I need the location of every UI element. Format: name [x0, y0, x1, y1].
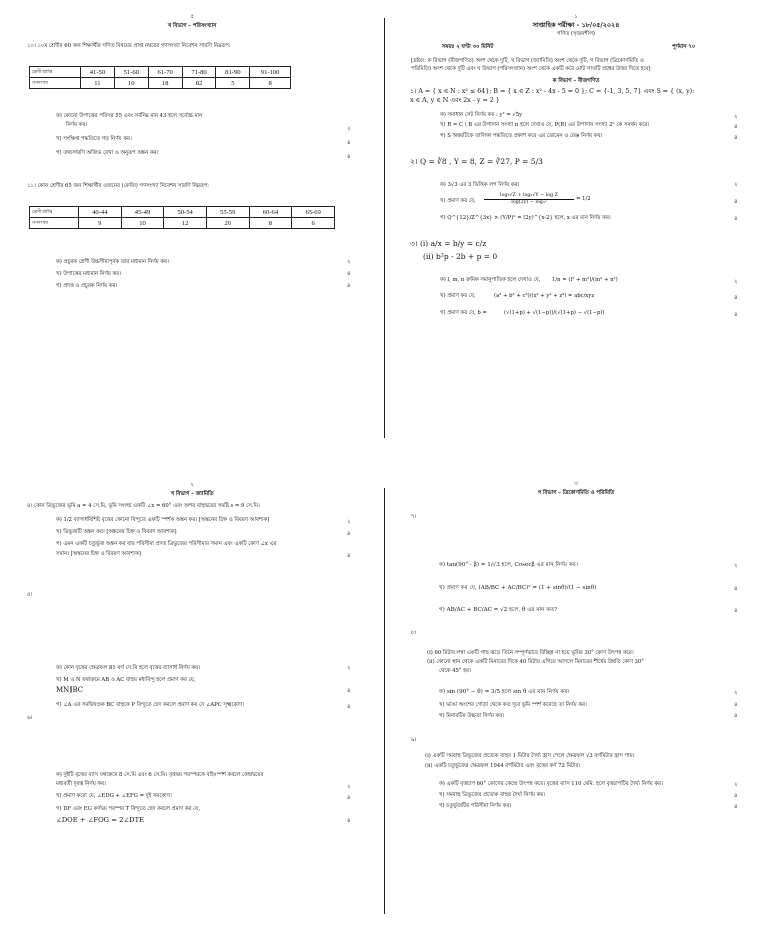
q3-condition-i: ৩। (i) a/x = b/y = c/z: [410, 239, 487, 248]
table-cell: 55-59: [206, 207, 249, 218]
q3-part-ga: গ) প্রমাণ কর যে, b =: [440, 310, 487, 316]
table-cell: 9: [79, 218, 122, 229]
exam-full-marks: পূর্ণমান ৭০: [672, 44, 696, 50]
q8-part-ga: গ) মিনারটির উচ্চতা নির্ণয় কর।: [439, 713, 505, 719]
fraction-denominator: log(2y) − log₃²: [511, 200, 547, 205]
marks: ৪: [347, 818, 351, 824]
q8-part-kha: খ) ভাঙা অংশের গোড়া থেকে কত দূরে ভূমি স্পর্শ করেছে তা নির্ণয় কর।: [439, 702, 587, 708]
q9-condition-i: (i) একটি সমবাহু ত্রিভুজের প্রত্যেক বাহুর 1 মিটার দৈর্ঘ্য হ্রাস পেলে ক্ষেত্রফল √3 বর্গমিটার হ্রাস পায়।: [425, 753, 635, 759]
q5-part-ga: গ) ∠A এর সমদ্বিখণ্ডক BC বাহুকে P বিন্দুতে ছেদ করলে প্রমাণ কর যে ∠APC সূক্ষ্মকোণ।: [56, 702, 244, 708]
marks: ২: [347, 784, 351, 790]
table-cell: 12: [164, 218, 207, 229]
q9-part-ka: ক) একটি বৃত্তচাপ 60° কোণের কেন্দ্রে উৎপন্ন করে। বৃত্তের ব্যাস 110 মেমি. হলে বৃত্তচাপটির দৈর্ঘ্য নির্ণয় কর।: [439, 781, 663, 787]
table-cell: 51-60: [114, 67, 148, 78]
exam-time: সময়ঃ ২ ঘণ্টা ৩০ মিনিট: [442, 44, 494, 50]
q11-part-ka: ক) প্রচুরক শ্রেণী উচ্চসীমাপূর্বক তার মধ্যমান নির্ণয় কর।: [56, 259, 169, 265]
q9-condition-ii: (ii) একটি চতুর্ভুজের ক্ষেত্রফল 1944 বর্গমিটার এবং বৃত্তের কর্ণ 72 মিটার।: [425, 763, 581, 769]
q4-part-kha: খ) ত্রিভুজটি অঙ্কন কর। [অঙ্কনের চিহ্ন ও বিবরণ আবশ্যক]: [56, 529, 177, 535]
page-statistics: [0, 0, 384, 466]
question-6-label: ৬।: [27, 715, 33, 721]
table-cell: 6: [292, 218, 335, 229]
q5-part-kha-cont: MN∥BC: [56, 686, 84, 694]
table-row: [30, 78, 291, 89]
marks: ৪: [734, 295, 738, 301]
marks: ২: [734, 182, 738, 188]
q4-part-ka: ক) 1/2 ব্যাসার্ধবিশিষ্ট বৃত্তের কোনো বিন্দুতে একটি স্পর্শক অঙ্কন কর। [অঙ্কনের চিহ্ন ও বিবরণ আবশ্যক]: [56, 517, 270, 523]
q6-part-kha: খ) প্রমাণ করো যে, ∠EDG + ∠EFG = দুই সমকোণ।: [56, 793, 172, 799]
table-row-head: শ্রেণী ব্যাপ্তি: [30, 207, 79, 218]
marks: ২: [734, 782, 738, 788]
table-row-head: গণসংখ্যা: [30, 78, 81, 89]
q3-part-kha: খ) প্রমাণ কর যে,: [440, 293, 476, 299]
q2-part-ka: ক) 3√3 এর 3 ভিত্তিক লগ নির্ণয় কর।: [440, 182, 520, 188]
marks: ৪: [734, 135, 738, 141]
q11-part-ga: গ) প্রদত্ত ও প্রচুরক নির্ণয় কর।: [56, 283, 118, 289]
marks: ২: [734, 279, 738, 285]
section-heading: গ বিভাগ – ত্রিকোণমিতি ও পরিমিতি: [537, 490, 615, 496]
table-cell: 10: [121, 218, 164, 229]
marks: ৪: [347, 271, 351, 277]
page-number: ৫: [190, 14, 194, 20]
marks: ২: [347, 126, 351, 132]
q8-condition-ii-cont: থেকে 45° হয়।: [439, 668, 471, 674]
table-cell: 20: [206, 218, 249, 229]
table-cell: 11: [81, 78, 115, 89]
table-cell: 40-44: [79, 207, 122, 218]
marks: ২: [347, 259, 351, 265]
question-4-intro: ৪। কোন ত্রিভুজের ভূমি a = 4 সে.মি, ভূমি সংলগ্ন একটি ∠x = 60° এবং অপর বাহুদ্বয়ের সমষ্টি s = 9 সে.মি।: [27, 503, 260, 509]
section-heading: ক বিভাগ – বীজগণিত: [552, 78, 600, 84]
frequency-table-1: [29, 66, 291, 89]
fraction-expression: (√(1+p) + √(1−p))/(√(1+p) − √(1−p)): [504, 310, 605, 316]
table-cell: 50-54: [164, 207, 207, 218]
q7-part-ka: ক) tan(90° - β) = 1/√3 হলে, Cosecβ এর মান নির্ণয় কর।: [439, 562, 578, 568]
q6-part-ga: গ) DF এবং EG কর্ণদ্বয় পরস্পর T বিন্দুতে ছেদ করলে প্রমাণ কর যে,: [56, 806, 201, 812]
q5-part-ka: ক) কোন বৃত্তের ক্ষেত্রফল 81 বর্গ সে.মি হলে বৃত্তের ব্যাসার্ধ নির্ণয় কর।: [56, 665, 200, 671]
marks: ২: [734, 690, 738, 696]
table-cell: 8: [249, 218, 292, 229]
marks: ৪: [734, 312, 738, 318]
table-cell: 81-90: [216, 67, 250, 78]
q9-part-kha: খ) সমবাহু ত্রিভুজের প্রত্যেক বাহুর দৈর্ঘ্য নির্ণয় কর।: [439, 792, 546, 798]
marks: ৪: [347, 531, 351, 537]
section-heading: খ বিভাগ – জ্যামিতি: [170, 491, 214, 497]
marks: ৪: [734, 608, 738, 614]
q1-sets-line-1: ১। A = { x ∊ N : x² ≤ 64}; B = { x ∊ Z : x² - 4x - 5 = 0 }; C = {-1, 3, 5, 7} এবং S = { (x, y):: [410, 88, 695, 95]
marks: ৪: [734, 124, 738, 130]
page-trigonometry: [384, 466, 768, 932]
table-cell: 71-80: [182, 67, 216, 78]
q3-part-ka: ক) l, m, n ক্রমিক সমানুপাতিক হলে দেখাও যে,: [440, 277, 541, 283]
frequency-table-2: [29, 206, 335, 229]
marks: ৪: [734, 586, 738, 592]
q10-part-ga: গ) তথ্যসারণি অজিভ রেখা ও অনুরূপ অঙ্কন কর।: [56, 150, 159, 156]
q8-condition-i: (i) 60 মিটার লম্বা একটি গাছ ঝড়ে তিনে সম্পূর্ণভাবে বিচ্ছিন্ন না হয়ে ভূমির 30° কোণ উৎপন্ন করে।: [427, 650, 634, 656]
page-algebra: [384, 0, 768, 466]
q7-part-kha: খ) প্রমাণ কর যে, (AB/BC + AC/BC)² = (1 + sinθ)/(1 − sinθ): [439, 585, 597, 591]
marks: ৪: [347, 553, 351, 559]
fraction-numerator: log₃√Z + log₃√Y − log Z: [484, 193, 574, 200]
q4-part-ga: গ) এমন একটি চতুর্ভুজ অঙ্কন কর যার পরিসীমা প্রদত্ত ত্রিভুজের পরিসীমার সমান এবং একটি কোণ ∠x এর: [56, 541, 277, 547]
question-7-label: ৭।: [411, 514, 417, 520]
q4-part-ga-cont: সমান। [অঙ্কনের চিহ্ন ও বিবরণ আবশ্যক]: [56, 551, 141, 557]
table-row: [30, 218, 335, 229]
table-row: [30, 207, 335, 218]
marks: ৪: [734, 702, 738, 708]
instructions-line-1: [দ্রষ্টব্য: ক বিভাগ (বীজগণিত) অংশ থেকে দুটি, খ বিভাগ (জ্যামিতি) অংশ থেকে দুটি, গ বিভাগ (ত্রিকোণমিতি ও: [411, 58, 644, 64]
q7-part-ga: গ) AB/AC + BC/AC = √2 হলে, θ এর মান কত?: [439, 607, 558, 613]
question-10-intro: ১০। ১০ম শ্রেণীর 60 জন শিক্ষার্থীর গণিত বিষয়ের প্রাপ্ত নম্বরের গণসংখ্যা নিবেশন সারণি নিম্নরূপ:: [27, 43, 231, 49]
fraction-expression: (a³ + b³ + c³)/(x³ + y³ + z³) = abc/xyz: [494, 293, 595, 299]
marks: ৪: [734, 713, 738, 719]
q6-part-ga-cont: ∠DOE + ∠FOG = 2∠DTE: [56, 816, 145, 824]
table-cell: 45-49: [121, 207, 164, 218]
q3-condition-ii: (ii) b²p - 2b + p = 0: [423, 252, 498, 261]
question-9-label: ৯।: [411, 737, 417, 743]
marks: ২: [347, 665, 351, 671]
marks: ৪: [347, 704, 351, 710]
marks: ২: [734, 563, 738, 569]
table-cell: 10: [114, 78, 148, 89]
page-number: ২: [190, 482, 194, 488]
q5-part-kha: খ) M ও N যথাক্রমে AB ও AC বাহুর মধ্যবিন্দু হলে প্রমাণ কর যে,: [56, 677, 196, 683]
marks: ৪: [734, 199, 738, 205]
table-cell: 61-70: [148, 67, 182, 78]
table-cell: 18: [148, 78, 182, 89]
fraction-expression: 1/n = (l² + m²)/(m² + n²): [552, 277, 618, 283]
marks: ২: [347, 519, 351, 525]
q10-part-kha: খ) সংক্ষিপ্ত পদ্ধতিতে গড় নির্ণয় কর।: [56, 136, 132, 142]
table-row: [30, 67, 291, 78]
q10-part-ka: ক) কোনো উপাত্তের পরিসর 55 এবং সর্বনিম্ন মান 43 হলে সর্বোচ্চ মান: [56, 113, 203, 119]
exam-title: সাপ্তাহিক পরীক্ষা - ১৮/০৫/২০২৪: [532, 21, 620, 29]
q1-part-ga: গ) S অন্বয়টিকে তালিকা পদ্ধতিতে প্রকাশ করে এর ডোমেন ও রেঞ্জ নির্ণয় কর।: [440, 133, 603, 139]
equation-rhs: = 1/2: [576, 196, 591, 202]
question-5-label: ৫।: [27, 592, 33, 598]
q9-part-ga: গ) চতুর্ভুজটির পরিসীমা নির্ণয় কর।: [439, 803, 512, 809]
table-row-head: গণসংখ্যা: [30, 218, 79, 229]
q8-condition-ii: (ii) কোনো স্থান থেকে একটি মিনারের দিকে 40 মিটার এগিয়ে আসলে মিনারের শীর্ষের উন্নতি কোণ 30°: [427, 659, 644, 665]
marks: ৪: [347, 154, 351, 160]
q2-given: ২। Q = ∛8 , Y = 8, Z = ∛27, P = 5/3: [410, 157, 543, 166]
page-geometry: [0, 466, 384, 932]
marks: ৪: [347, 140, 351, 146]
q11-part-kha: খ) উপাত্তের মধ্যমান নির্ণয় কর।: [56, 271, 121, 277]
question-8-label: ৮।: [411, 630, 417, 636]
q1-part-ka: ক) সমাধান সেট নির্ণয় কর : y² = √5y: [440, 112, 523, 118]
section-heading: খ বিভাগ – পরিসংখ্যান: [167, 23, 217, 29]
page-number: ১: [574, 14, 578, 20]
table-row-head: শ্রেণী ব্যাপ্তি: [30, 67, 81, 78]
table-cell: 65-69: [292, 207, 335, 218]
marks: ৪: [347, 795, 351, 801]
table-cell: 60-64: [249, 207, 292, 218]
marks: ৪: [347, 688, 351, 694]
table-cell: 8: [250, 78, 291, 89]
q10-part-ka-cont: নির্ণয় কর।: [66, 122, 88, 128]
marks: ৪: [347, 283, 351, 289]
page-number: ৩: [574, 481, 578, 487]
question-11-intro: ১১। কোন শ্রেণীর 65 জন শিক্ষার্থীর ওজনের (কেজি) গণসংখ্যা নিবেশন সারণি নিম্নরূপ:: [27, 183, 210, 189]
table-cell: 5: [216, 78, 250, 89]
table-cell: 41-50: [81, 67, 115, 78]
q6-part-ka-cont: মধ্যবর্তী দূরত্ব নির্ণয় কর।: [56, 781, 106, 787]
instructions-line-2: পরিমিতি) অংশ থেকে দুটি এবং ঘ বিভাগ (পরিসংখ্যান) অংশ থেকে একটি করে মোট সাতটি প্রশ্নের উত্তর দিতে হবে]: [411, 66, 651, 72]
q1-sets-line-2: x ∊ A, y ∊ N এবং 2x - y = 2 }: [410, 97, 500, 104]
q1-part-kha: খ) R = C \ B এর উপাদান সংখ্যা n হলে দেখাও যে, P(R) এর উপাদান সংখ্যা 2ⁿ কে সমর্থন করে।: [440, 122, 650, 128]
table-cell: 82: [182, 78, 216, 89]
marks: ২: [734, 114, 738, 120]
marks: ৪: [734, 793, 738, 799]
q6-part-ka: ক) দুইটি বৃত্তের ব্যাস যথাক্রমে 8 সে.মি এবং 6 সে.মি। বৃত্তদ্বয় পরস্পরকে বহিঃস্পর্শ করলে কেন্দ্রদ্বয়ের: [56, 772, 264, 778]
table-cell: 91-100: [250, 67, 291, 78]
marks: ৪: [734, 216, 738, 222]
exam-subtitle: গণিত (সৃজনশীল): [557, 31, 595, 37]
q8-part-ka: ক) sin (90° − θ) = 3/5 হলে sin θ এর মান নির্ণয় কর।: [439, 689, 570, 695]
q2-part-kha: খ) প্রমাণ কর যে,: [440, 198, 476, 204]
marks: ৪: [734, 804, 738, 810]
q2-part-ga: গ) Q^{12}/Z^{3x} × (Y/P)² = (2y)^{x-2} হলে, x এর মান নির্ণয় কর।: [440, 215, 611, 221]
